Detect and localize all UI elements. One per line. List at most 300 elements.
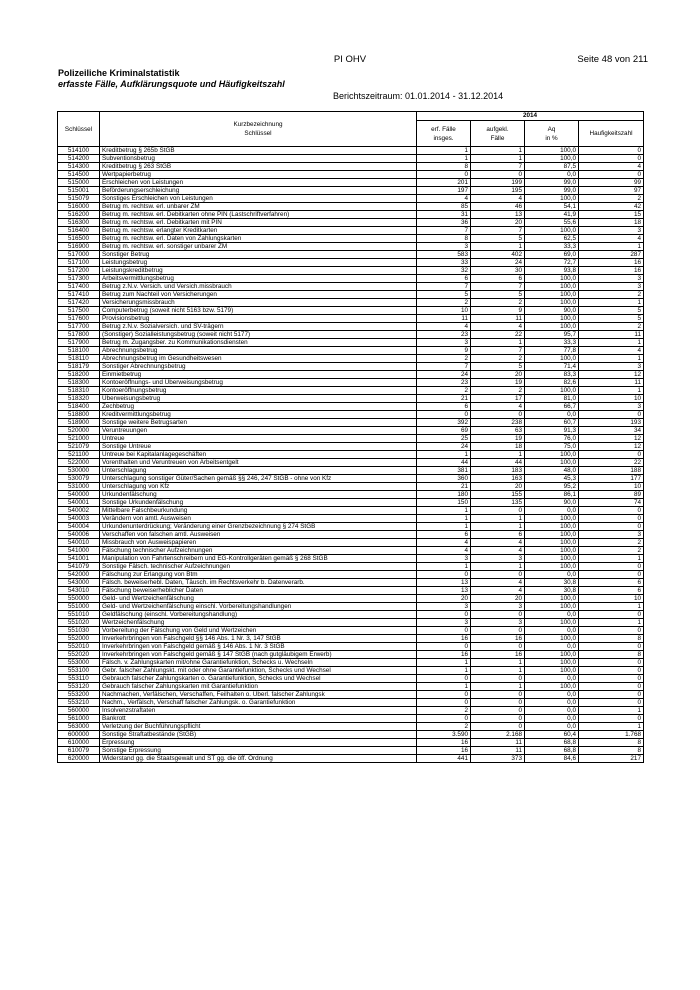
row-description: Betrug m. rechtsw. erl. unbarer ZM <box>100 203 417 211</box>
row-description: Missbrauch von Ausweispapieren <box>100 539 417 547</box>
row-clearance-rate: 68,8 <box>525 747 579 755</box>
row-clearance-rate: 0,0 <box>525 507 579 515</box>
col-header-aq-line1: Aq <box>547 125 556 133</box>
row-frequency: 99 <box>579 179 644 187</box>
table-row <box>58 315 644 323</box>
table-row <box>58 435 644 443</box>
table-row <box>58 363 644 371</box>
row-frequency: 5 <box>579 315 644 323</box>
row-cases: 180 <box>417 491 471 499</box>
row-solved: 5 <box>471 291 525 299</box>
row-clearance-rate: 81,0 <box>525 395 579 403</box>
row-key: 518400 <box>58 403 100 411</box>
row-cases: 31 <box>417 211 471 219</box>
row-description: Wertpapierbetrug <box>100 171 417 179</box>
row-clearance-rate: 48,0 <box>525 467 579 475</box>
row-solved: 4 <box>471 403 525 411</box>
col-header-key: Schlüssel <box>58 112 100 147</box>
row-solved: 18 <box>471 443 525 451</box>
row-solved: 16 <box>471 635 525 643</box>
row-cases: 0 <box>417 643 471 651</box>
row-cases: 1 <box>417 147 471 155</box>
table-row <box>58 611 644 619</box>
row-frequency: 12 <box>579 371 644 379</box>
col-header-description <box>100 112 417 147</box>
row-frequency: 3 <box>579 227 644 235</box>
row-cases: 3 <box>417 243 471 251</box>
row-solved: 402 <box>471 251 525 259</box>
row-key: 541001 <box>58 555 100 563</box>
row-clearance-rate: 60,7 <box>525 419 579 427</box>
table-row <box>58 691 644 699</box>
table-row <box>58 651 644 659</box>
row-cases: 4 <box>417 323 471 331</box>
row-description: Betrug zum Nachteil von Versicherungen <box>100 291 417 299</box>
row-clearance-rate: 100,0 <box>525 155 579 163</box>
col-header-cases <box>417 121 471 147</box>
row-frequency: 15 <box>579 211 644 219</box>
row-clearance-rate: 99,0 <box>525 187 579 195</box>
row-cases: 2 <box>417 299 471 307</box>
row-frequency: 12 <box>579 435 644 443</box>
row-frequency: 5 <box>579 307 644 315</box>
statistics-table <box>57 111 644 763</box>
row-solved: 0 <box>471 675 525 683</box>
row-key: 515000 <box>58 179 100 187</box>
row-frequency: 4 <box>579 163 644 171</box>
row-clearance-rate: 30,8 <box>525 579 579 587</box>
row-clearance-rate: 54,1 <box>525 203 579 211</box>
row-frequency: 0 <box>579 571 644 579</box>
table-row <box>58 675 644 683</box>
row-description: Unterschlagung von Kfz <box>100 483 417 491</box>
row-frequency: 34 <box>579 427 644 435</box>
row-solved: 2 <box>471 355 525 363</box>
row-cases: 150 <box>417 499 471 507</box>
row-frequency: 0 <box>579 171 644 179</box>
row-clearance-rate: 100,0 <box>525 555 579 563</box>
row-clearance-rate: 100,0 <box>525 275 579 283</box>
col-header-frequency: Haufigkeitszahl <box>579 121 644 147</box>
row-cases: 33 <box>417 259 471 267</box>
row-solved: 4 <box>471 547 525 555</box>
table-row <box>58 267 644 275</box>
row-frequency: 4 <box>579 235 644 243</box>
row-clearance-rate: 90,0 <box>525 307 579 315</box>
row-key: 517700 <box>58 323 100 331</box>
row-cases: 360 <box>417 475 471 483</box>
row-key: 517300 <box>58 275 100 283</box>
row-cases: 3 <box>417 339 471 347</box>
table-row <box>58 715 644 723</box>
row-solved: 0 <box>471 723 525 731</box>
row-description: Urkundenunterdrückung; Veränderung einer Grenzbezeichnung § 274 StGB <box>100 523 417 531</box>
row-description: Erpressung <box>100 739 417 747</box>
row-key: 516900 <box>58 243 100 251</box>
row-clearance-rate: 100,0 <box>525 563 579 571</box>
row-description: Betrug m. rechtsw. erl. Daten von Zahlungskarten <box>100 235 417 243</box>
row-solved: 63 <box>471 427 525 435</box>
row-frequency: 1 <box>579 723 644 731</box>
row-solved: 0 <box>471 699 525 707</box>
row-description: Geldfälschung (einschl. Vorbereitungshandlung) <box>100 611 417 619</box>
table-row <box>58 403 644 411</box>
row-clearance-rate: 93,8 <box>525 267 579 275</box>
table-row <box>58 739 644 747</box>
row-cases: 8 <box>417 235 471 243</box>
row-cases: 3 <box>417 555 471 563</box>
table-row <box>58 299 644 307</box>
row-cases: 0 <box>417 691 471 699</box>
row-solved: 1 <box>471 515 525 523</box>
row-solved: 22 <box>471 331 525 339</box>
table-row <box>58 539 644 547</box>
row-frequency: 1 <box>579 243 644 251</box>
row-solved: 6 <box>471 531 525 539</box>
row-solved: 1 <box>471 563 525 571</box>
row-key: 552000 <box>58 635 100 643</box>
row-key: 542000 <box>58 571 100 579</box>
row-clearance-rate: 100,0 <box>525 291 579 299</box>
row-description: Sonstiger Abrechnungsbetrug <box>100 363 417 371</box>
row-key: 550000 <box>58 595 100 603</box>
row-solved: 1 <box>471 683 525 691</box>
row-cases: 6 <box>417 531 471 539</box>
row-clearance-rate: 0,0 <box>525 611 579 619</box>
row-clearance-rate: 87,5 <box>525 163 579 171</box>
row-cases: 6 <box>417 403 471 411</box>
row-cases: 20 <box>417 595 471 603</box>
row-frequency: 3 <box>579 531 644 539</box>
row-solved: 11 <box>471 747 525 755</box>
row-key: 561000 <box>58 715 100 723</box>
row-clearance-rate: 100,0 <box>525 635 579 643</box>
row-frequency: 16 <box>579 259 644 267</box>
row-key: 521100 <box>58 451 100 459</box>
table-row <box>58 355 644 363</box>
row-frequency: 0 <box>579 155 644 163</box>
row-clearance-rate: 100,0 <box>525 195 579 203</box>
row-frequency: 177 <box>579 475 644 483</box>
row-cases: 8 <box>417 163 471 171</box>
row-solved: 0 <box>471 691 525 699</box>
row-clearance-rate: 100,0 <box>525 387 579 395</box>
row-clearance-rate: 100,0 <box>525 547 579 555</box>
col-header-description-line2: Schlüssel <box>244 130 272 137</box>
row-key: 563000 <box>58 723 100 731</box>
row-clearance-rate: 68,8 <box>525 739 579 747</box>
row-cases: 44 <box>417 459 471 467</box>
row-clearance-rate: 100,0 <box>525 595 579 603</box>
table-row <box>58 603 644 611</box>
row-solved: 0 <box>471 507 525 515</box>
row-cases: 1 <box>417 523 471 531</box>
row-key: 517400 <box>58 283 100 291</box>
table-row <box>58 555 644 563</box>
row-solved: 163 <box>471 475 525 483</box>
row-clearance-rate: 0,0 <box>525 627 579 635</box>
row-solved: 3 <box>471 555 525 563</box>
row-frequency: 0 <box>579 523 644 531</box>
row-description: Überweisungsbetrug <box>100 395 417 403</box>
row-solved: 19 <box>471 435 525 443</box>
row-key: 553210 <box>58 699 100 707</box>
row-cases: 2 <box>417 387 471 395</box>
row-solved: 6 <box>471 275 525 283</box>
row-clearance-rate: 0,0 <box>525 723 579 731</box>
row-description: Mittelbare Falschbeurkundung <box>100 507 417 515</box>
row-cases: 23 <box>417 331 471 339</box>
row-solved: 7 <box>471 163 525 171</box>
row-description: Verändern von amtl. Ausweisen <box>100 515 417 523</box>
row-frequency: 8 <box>579 651 644 659</box>
row-key: 517500 <box>58 307 100 315</box>
row-key: 543000 <box>58 579 100 587</box>
row-key: 516500 <box>58 235 100 243</box>
row-description: Veruntreuungen <box>100 427 417 435</box>
row-clearance-rate: 100,0 <box>525 451 579 459</box>
table-row <box>58 227 644 235</box>
row-solved: 1 <box>471 155 525 163</box>
row-description: Betrug z.N.v. Versich. und Versich.missbrauch <box>100 283 417 291</box>
row-clearance-rate: 60,4 <box>525 731 579 739</box>
row-description: Sonstiges Erschleichen von Leistungen <box>100 195 417 203</box>
row-frequency: 1.768 <box>579 731 644 739</box>
row-key: 517800 <box>58 331 100 339</box>
row-frequency: 0 <box>579 699 644 707</box>
row-cases: 24 <box>417 371 471 379</box>
col-header-solved-line2: Fälle <box>490 134 505 142</box>
row-description: Kreditbetrug § 263 StGB <box>100 163 417 171</box>
row-frequency: 188 <box>579 467 644 475</box>
row-description: Bankrott <box>100 715 417 723</box>
row-frequency: 10 <box>579 483 644 491</box>
row-solved: 17 <box>471 395 525 403</box>
row-description: Betrug m. rechtsw. erl. Debitkarten ohne PIN (Lastschriftverfahren) <box>100 211 417 219</box>
row-solved: 5 <box>471 363 525 371</box>
row-solved: 11 <box>471 739 525 747</box>
table-row <box>58 507 644 515</box>
row-cases: 0 <box>417 675 471 683</box>
row-description: Arbeitsvermittlungsbetrug <box>100 275 417 283</box>
row-cases: 0 <box>417 627 471 635</box>
row-clearance-rate: 100,0 <box>525 683 579 691</box>
row-description: Sonstige Urkundenfälschung <box>100 499 417 507</box>
col-header-aq-line2: in % <box>545 134 558 142</box>
row-key: 540004 <box>58 523 100 531</box>
row-solved: 238 <box>471 419 525 427</box>
row-description: Inverkehrbringen von Falschgeld gemäß § 147 StGB (nach gutgläubigem Erwerb) <box>100 651 417 659</box>
report-subtitle: erfasste Fälle, Aufklärungsquote und Häufigkeitszahl <box>58 79 285 89</box>
row-description: Leistungskreditbetrug <box>100 267 417 275</box>
row-description: Zechbetrug <box>100 403 417 411</box>
row-key: 551010 <box>58 611 100 619</box>
table-row <box>58 467 644 475</box>
row-cases: 21 <box>417 483 471 491</box>
row-description: Vorenthalten und Veruntreuen von Arbeitsentgelt <box>100 459 417 467</box>
row-cases: 392 <box>417 419 471 427</box>
row-cases: 0 <box>417 611 471 619</box>
row-solved: 7 <box>471 347 525 355</box>
row-cases: 16 <box>417 739 471 747</box>
row-clearance-rate: 100,0 <box>525 531 579 539</box>
row-clearance-rate: 55,6 <box>525 219 579 227</box>
row-frequency: 12 <box>579 443 644 451</box>
row-description: Fälschung zur Erlangung von Btm <box>100 571 417 579</box>
row-frequency: 193 <box>579 419 644 427</box>
row-description: Unterschlagung sonstiger Güter/Sachen gemäß §§ 246, 247 StGB - ohne von Kfz <box>100 475 417 483</box>
row-cases: 0 <box>417 699 471 707</box>
row-description: Abrechnungsbetrug <box>100 347 417 355</box>
row-key: 517410 <box>58 291 100 299</box>
table-row <box>58 307 644 315</box>
row-frequency: 0 <box>579 715 644 723</box>
row-key: 553000 <box>58 659 100 667</box>
row-description: Geld- und Wertzeichenfälschung einschl. Vorbereitungshandlungen <box>100 603 417 611</box>
row-key: 515079 <box>58 195 100 203</box>
row-cases: 11 <box>417 315 471 323</box>
row-description: Urkundenfälschung <box>100 491 417 499</box>
table-row <box>58 203 644 211</box>
row-key: 530000 <box>58 467 100 475</box>
row-solved: 0 <box>471 715 525 723</box>
row-solved: 7 <box>471 227 525 235</box>
row-clearance-rate: 30,8 <box>525 587 579 595</box>
row-description: Versicherungsmissbrauch <box>100 299 417 307</box>
row-cases: 23 <box>417 379 471 387</box>
table-row <box>58 291 644 299</box>
table-row <box>58 683 644 691</box>
row-solved: 11 <box>471 315 525 323</box>
row-key: 600000 <box>58 731 100 739</box>
row-description: Wertzeichenfälschung <box>100 619 417 627</box>
row-key: 541079 <box>58 563 100 571</box>
row-frequency: 3 <box>579 403 644 411</box>
row-key: 530079 <box>58 475 100 483</box>
row-key: 518300 <box>58 379 100 387</box>
row-clearance-rate: 99,0 <box>525 179 579 187</box>
row-key: 540001 <box>58 499 100 507</box>
row-description: Inverkehrbringen von Falschgeld gemäß § 146 Abs. 1 Nr. 3 StGB <box>100 643 417 651</box>
table-row <box>58 755 644 763</box>
table-row <box>58 283 644 291</box>
row-key: 540000 <box>58 491 100 499</box>
row-key: 517000 <box>58 251 100 259</box>
row-cases: 0 <box>417 715 471 723</box>
row-clearance-rate: 0,0 <box>525 171 579 179</box>
row-frequency: 22 <box>579 459 644 467</box>
row-frequency: 2 <box>579 291 644 299</box>
row-solved: 9 <box>471 307 525 315</box>
row-key: 522000 <box>58 459 100 467</box>
row-cases: 1 <box>417 683 471 691</box>
row-clearance-rate: 71,4 <box>525 363 579 371</box>
row-cases: 1 <box>417 659 471 667</box>
row-key: 514100 <box>58 147 100 155</box>
row-clearance-rate: 0,0 <box>525 707 579 715</box>
row-description: Gebrauch falscher Zahlungskarten o. Garantiefunktion, Schecks und Wechsel <box>100 675 417 683</box>
table-row <box>58 251 644 259</box>
row-key: 517900 <box>58 339 100 347</box>
row-frequency: 11 <box>579 379 644 387</box>
row-frequency: 2 <box>579 323 644 331</box>
row-frequency: 3 <box>579 283 644 291</box>
row-clearance-rate: 86,1 <box>525 491 579 499</box>
row-solved: 20 <box>471 595 525 603</box>
row-cases: 10 <box>417 307 471 315</box>
row-frequency: 1 <box>579 619 644 627</box>
row-clearance-rate: 77,8 <box>525 347 579 355</box>
row-key: 516400 <box>58 227 100 235</box>
row-description: Einmietbetrug <box>100 371 417 379</box>
row-solved: 0 <box>471 611 525 619</box>
row-description: Beförderungserschleichung <box>100 187 417 195</box>
row-frequency: 1 <box>579 555 644 563</box>
table-row <box>58 723 644 731</box>
row-key: 518200 <box>58 371 100 379</box>
document-header-center: PI OHV <box>333 54 367 65</box>
row-solved: 183 <box>471 467 525 475</box>
row-clearance-rate: 0,0 <box>525 715 579 723</box>
col-header-cases-line2: insges. <box>433 134 454 142</box>
row-clearance-rate: 83,3 <box>525 371 579 379</box>
table-row <box>58 523 644 531</box>
row-frequency: 2 <box>579 195 644 203</box>
row-key: 540003 <box>58 515 100 523</box>
row-description: Betrug m. rechtsw. erl. Debitkarten mit PIN <box>100 219 417 227</box>
year-header: 2014 <box>417 112 644 121</box>
row-key: 552010 <box>58 643 100 651</box>
row-key: 541000 <box>58 547 100 555</box>
row-cases: 5 <box>417 291 471 299</box>
table-row <box>58 211 644 219</box>
row-frequency: 1 <box>579 339 644 347</box>
row-frequency: 217 <box>579 755 644 763</box>
row-solved: 20 <box>471 371 525 379</box>
row-clearance-rate: 0,0 <box>525 571 579 579</box>
row-cases: 1 <box>417 667 471 675</box>
row-key: 553200 <box>58 691 100 699</box>
table-row <box>58 619 644 627</box>
row-frequency: 10 <box>579 395 644 403</box>
row-key: 518179 <box>58 363 100 371</box>
row-clearance-rate: 0,0 <box>525 411 579 419</box>
row-key: 518100 <box>58 347 100 355</box>
row-solved: 4 <box>471 587 525 595</box>
row-key: 553120 <box>58 683 100 691</box>
row-frequency: 16 <box>579 267 644 275</box>
table-row <box>58 427 644 435</box>
row-cases: 201 <box>417 179 471 187</box>
row-cases: 583 <box>417 251 471 259</box>
row-frequency: 0 <box>579 515 644 523</box>
row-cases: 1 <box>417 563 471 571</box>
row-solved: 0 <box>471 627 525 635</box>
row-cases: 16 <box>417 635 471 643</box>
row-key: 514500 <box>58 171 100 179</box>
row-key: 620000 <box>58 755 100 763</box>
table-row <box>58 643 644 651</box>
row-cases: 4 <box>417 539 471 547</box>
row-cases: 3.590 <box>417 731 471 739</box>
row-key: 518800 <box>58 411 100 419</box>
table-row <box>58 235 644 243</box>
row-frequency: 1 <box>579 299 644 307</box>
row-frequency: 42 <box>579 203 644 211</box>
report-title: Polizeiliche Kriminalstatistik <box>58 68 180 78</box>
table-row <box>58 595 644 603</box>
row-description: Abrechnungsbetrug im Gesundheitswesen <box>100 355 417 363</box>
